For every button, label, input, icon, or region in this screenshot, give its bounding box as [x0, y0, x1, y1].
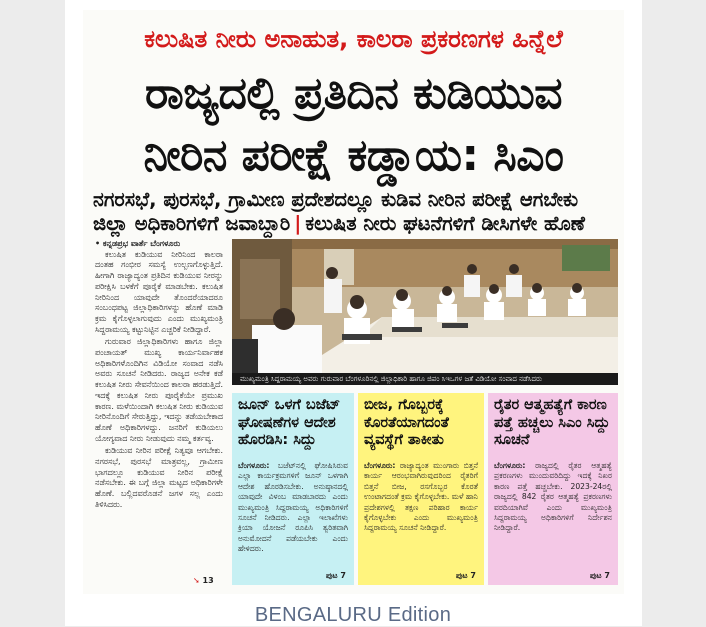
- story-paragraph: ಕಲುಷಿತ ಕುಡಿಯುವ ನೀರಿನಿಂದ ಕಾಲರಾ ದಂತಹ ಗಂಭೀರ ಸಮಸ್ಯೆ ಉಲ್ಬಣಗೊಳ್ಳುತ್ತಿದೆ. ಹೀಗಾಗಿ ರಾಜ್ಯಾದ್ಯಂತ ಪ್ರತಿದಿನ ಕುಡಿಯುವ ನೀರನ್ನು ಪರೀಕ್ಷಿಸಿ ಬಳಕೆಗೆ ಪೂರೈಕೆ ಮಾಡಬೇಕು. ಕಲುಷಿತ ನೀರಿನಿಂದ ಯಾವುದೇ ತೊಂದರೆಯಾದರೂ ಸಂಬಂಧಪಟ್ಟ ಜಿಲ್ಲಾಧಿಕಾರಿಗಳನ್ನು ಹೊಣೆ ಮಾಡಿ ಕ್ರಮ ಕೈಗೊಳ್ಳಲಾಗುವುದು ಎಂದು ಮುಖ್ಯಮಂತ್ರಿ ಸಿದ್ದರಾಮಯ್ಯ ಕಟ್ಟುನಿಟ್ಟಿನ ಎಚ್ಚರಿಕೆ ನೀಡಿದ್ದಾರೆ.: [95, 249, 223, 334]
- photo-caption: ಮುಖ್ಯಮಂತ್ರಿ ಸಿದ್ದರಾಮಯ್ಯ ಅವರು ಗುರುವಾರ ಬೆಂಗಳೂರಿನಲ್ಲಿ ಜಿಲ್ಲಾಧಿಕಾರಿ ಹಾಗೂ ಜಿಪಂ ಸಿಇಒಗಳ ಜತೆ ವಿಡಿಯೋ ಸಂವಾದ ನಡೆಸಿದರು: [232, 373, 618, 385]
- subheadline-2: [93, 212, 618, 236]
- news-box-2[interactable]: [358, 393, 484, 585]
- news-box-3[interactable]: [488, 393, 618, 585]
- subheadline-separator: |: [294, 212, 302, 235]
- continued-page-number: 13: [202, 576, 214, 585]
- arrow-icon: ➘: [193, 576, 200, 585]
- news-box-continued-label: ಪುಟ 7: [325, 571, 346, 580]
- news-box-body: [364, 461, 478, 534]
- news-box-body: [238, 461, 348, 555]
- kicker: ಕಲುಷಿತ ನೀರು ಅನಾಹುತ, ಕಾಲರಾ ಪ್ರಕರಣಗಳ ಹಿನ್ನೆಲೆ: [144, 25, 563, 53]
- news-box-body: [494, 461, 612, 534]
- story-paragraph: ಗುರುವಾರ ಜಿಲ್ಲಾಧಿಕಾರಿಗಳು ಹಾಗೂ ಜಿಲ್ಲಾ ಪಂಚಾಯತ್ ಮುಖ್ಯ ಕಾರ್ಯನಿರ್ವಾಹಕ ಅಧಿಕಾರಿಗಳೊಂದಿಗಿನ ವಿಡಿಯೋ ಸಂವಾದ ನಡೆಸಿ ಅವರು ಸೂಚನೆ ನೀಡಿದರು. ರಾಜ್ಯದ ಅನೇಕ ಕಡೆ ಕಲುಷಿತ ನೀರು ಸೇವನೆಯಿಂದ ಕಾಲರಾ ಹರಡುತ್ತಿದೆ. ಇದಕ್ಕೆ ಕಲುಷಿತ ನೀರು ಪೂರೈಕೆಯೇ ಪ್ರಮುಖ ಕಾರಣ. ಮಳೆಯಿಂದಾಗಿ ಕಲುಷಿತ ನೀರು ಕುಡಿಯುವ ನೀರಿನೊಂದಿಗೆ ಸೇರುತ್ತಿದ್ದು, ಇದನ್ನು ತಡೆಯಬೇಕಾದ ಹೊಣೆ ಅಧಿಕಾರಿಗಳದ್ದು. ಜನರಿಗೆ ಕುಡಿಯಲು ಯೋಗ್ಯವಾದ ನೀರು ನೀಡುವುದು ನಮ್ಮ ಕರ್ತವ್ಯ.: [95, 337, 223, 443]
- news-box-title: ಬೀಜ, ಗೊಬ್ಬರಕ್ಕೆ ಕೊರತೆಯಾಗದಂತೆ ವ್ಯವಸ್ಥೆಗೆ ತಾಕೀತು: [364, 397, 449, 448]
- news-box-title: ಜೂನ್ ಒಳಗೆ ಬಜೆಟ್ ಘೋಷಣೆಗಳ ಆದೇಶ ಹೊರಡಿಸಿ: ಸಿದ್ದು: [238, 397, 341, 448]
- news-box-dateline: ಬೆಂಗಳೂರು:: [364, 461, 396, 470]
- news-box-text: ರಾಜ್ಯಾದ್ಯಂತ ಮುಂಗಾರು ಬಿತ್ತನೆ ಕಾರ್ಯ ಆರಂಭವಾಗಿರುವುದರಿಂದ ರೈತರಿಗೆ ಬಿತ್ತನೆ ಬೀಜ, ರಸಗೊಬ್ಬರ ಕೊರತೆ ಉಂಟಾಗದಂತೆ ಕ್ರಮ ಕೈಗೊಳ್ಳಬೇಕು. ಮಳೆ ಹಾನಿ ಪ್ರದೇಶಗಳಲ್ಲಿ ತಕ್ಷಣ ಪರಿಹಾರ ಕಾರ್ಯ ಕೈಗೊಳ್ಳಬೇಕು ಎಂದು ಮುಖ್ಯಮಂತ್ರಿ ಸಿದ್ದರಾಮಯ್ಯ ಸೂಚನೆ ನೀಡಿದ್ದಾರೆ.: [364, 461, 478, 533]
- edition-label: BENGALURU Edition: [254, 604, 452, 626]
- main-story-column: [95, 239, 223, 589]
- story-dateline: • ಕನ್ನಡಪ್ರಭ ವಾರ್ತೆ ಬೆಂಗಳೂರು: [95, 239, 181, 248]
- newspaper-page[interactable]: [83, 10, 624, 594]
- news-box-continued: [456, 571, 476, 581]
- news-box-continued-label: ಪುಟ 7: [589, 571, 610, 580]
- headline-line-1: ರಾಜ್ಯದಲ್ಲಿ ಪ್ರತಿದಿನ ಕುಡಿಯುವ: [145, 68, 562, 119]
- meeting-photo-illustration: [232, 239, 618, 374]
- news-box-text: ಬಜೆಟ್‌ನಲ್ಲಿ ಘೋಷಿಸಿರುವ ಎಲ್ಲಾ ಕಾರ್ಯಕ್ರಮಗಳಿಗೆ ಜೂನ್ ಒಳಗಾಗಿ ಆದೇಶ ಹೊರಡಿಸಬೇಕು. ಅನುಷ್ಠಾನದಲ್ಲಿ ಯಾವುದೇ ವಿಳಂಬ ಮಾಡಬಾರದು ಎಂದು ಮುಖ್ಯಮಂತ್ರಿ ಸಿದ್ದರಾಮಯ್ಯ ಅಧಿಕಾರಿಗಳಿಗೆ ಸೂಚನೆ ನೀಡಿದರು. ಎಲ್ಲಾ ಇಲಾಖೆಗಳು ಕ್ರಿಯಾ ಯೋಜನೆ ರೂಪಿಸಿ ತ್ವರಿತವಾಗಿ ಅನುಮೋದನೆ ಪಡೆಯಬೇಕು ಎಂದು ಹೇಳಿದರು.: [238, 461, 348, 554]
- story-paragraph: ಕುಡಿಯುವ ನೀರಿನ ಪರೀಕ್ಷೆ ನಿತ್ಯವೂ ಆಗಬೇಕು. ನಗರಸಭೆ, ಪುರಸಭೆ ಮಾತ್ರವಲ್ಲ, ಗ್ರಾಮೀಣ ಭಾಗದಲ್ಲೂ ಕುಡಿಯುವ ನೀರಿನ ಪರೀಕ್ಷೆ ನಡೆಸಬೇಕು. ಈ ಬಗ್ಗೆ ಜಿಲ್ಲಾ ಮಟ್ಟದ ಅಧಿಕಾರಿಗಳೇ ಹೊಣೆ. ಬಲ್ಲಿದವರೊಡನೆ ಜಗಳ ಸಲ್ಲ ಎಂದು ತಿಳಿಸಿದರು.: [95, 446, 223, 509]
- news-box-continued: [590, 571, 610, 581]
- news-box-dateline: ಬೆಂಗಳೂರು:: [238, 461, 270, 470]
- news-box-continued-label: ಪುಟ 7: [455, 571, 476, 580]
- subheadline-2b: ಕಲುಷಿತ ನೀರು ಘಟನೆಗಳಿಗೆ ಡೀಸಿಗಳೇ ಹೊಣೆ: [305, 212, 585, 235]
- subheadline-2a: ಜಿಲ್ಲಾ ಅಧಿಕಾರಿಗಳಿಗೆ ಜವಾಬ್ದಾರಿ: [93, 212, 291, 235]
- subheadline-1: ನಗರಸಭೆ, ಪುರಸಭೆ, ಗ್ರಾಮೀಣ ಪ್ರದೇಶದಲ್ಲೂ ಕುಡಿವ ನೀರಿನ ಪರೀಕ್ಷೆ ಆಗಬೇಕು: [93, 188, 579, 211]
- news-box-continued: [326, 571, 346, 581]
- headline-line-2: ನೀರಿನ ಪರೀಕ್ಷೆ ಕಡ್ಡಾಯ: ಸಿಎಂ: [143, 130, 564, 181]
- news-box-dateline: ಬೆಂಗಳೂರು:: [494, 461, 526, 470]
- news-box-text: ರಾಜ್ಯದಲ್ಲಿ ರೈತರ ಆತ್ಮಹತ್ಯೆ ಪ್ರಕರಣಗಳು ಮುಂದುವರಿದಿದ್ದು ಇದಕ್ಕೆ ನಿಖರ ಕಾರಣ ಪತ್ತೆ ಹಚ್ಚಬೇಕು. 2023-24ರಲ್ಲಿ ರಾಜ್ಯದಲ್ಲಿ 842 ರೈತರ ಆತ್ಮಹತ್ಯೆ ಪ್ರಕರಣಗಳು ವರದಿಯಾಗಿವೆ ಎಂದು ಮುಖ್ಯಮಂತ್ರಿ ಸಿದ್ದರಾಮಯ್ಯ ಅಧಿಕಾರಿಗಳಿಗೆ ನಿರ್ದೇಶನ ನೀಡಿದ್ದಾರೆ.: [494, 461, 612, 533]
- continued-page-marker: [193, 576, 214, 585]
- news-box-1[interactable]: [232, 393, 354, 585]
- news-box-title: ರೈತರ ಆತ್ಮಹತ್ಯೆಗೆ ಕಾರಣ ಪತ್ತೆ ಹಚ್ಚಲು ಸಿಎಂ ಸಿದ್ದು ಸೂಚನೆ: [494, 397, 610, 448]
- meeting-photo: [232, 239, 618, 374]
